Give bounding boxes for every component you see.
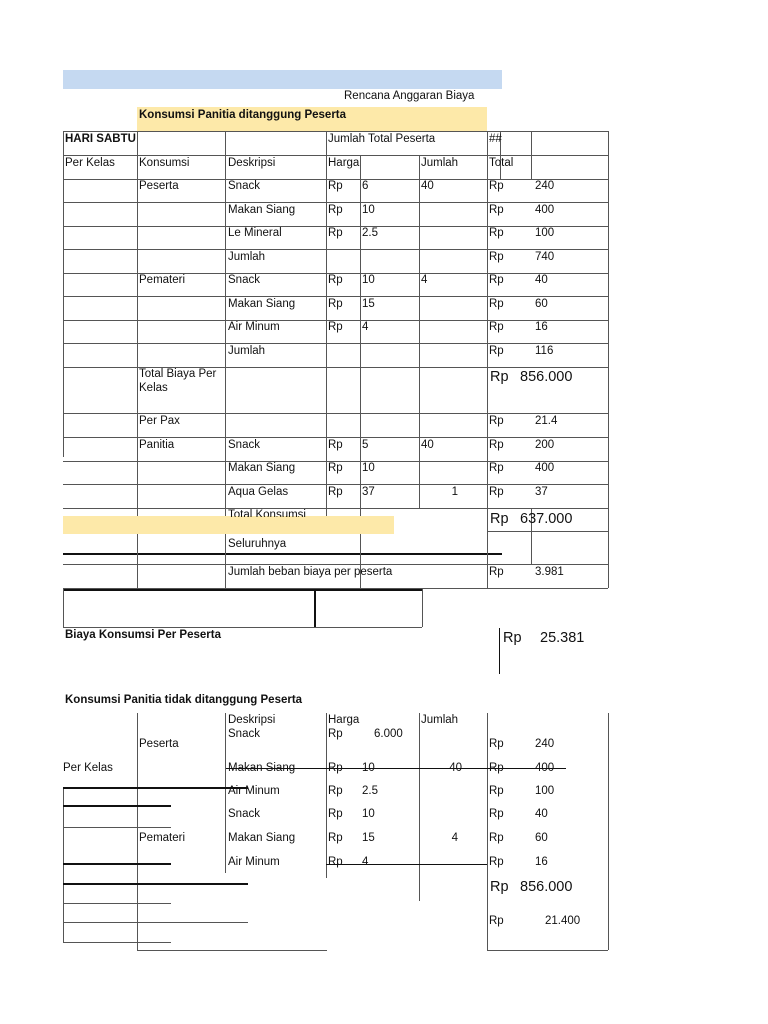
rp-cell: Rp [328, 808, 343, 820]
konsumsi-cell: Peserta [139, 180, 179, 192]
jumlah-cell: 40 [449, 762, 462, 774]
rp-cell: Rp [328, 180, 343, 192]
harga-cell: 6 [362, 180, 369, 192]
total-biaya-rp: Rp [490, 369, 509, 385]
rp-cell: Rp [328, 486, 343, 498]
harga-cell: 15 [362, 832, 375, 844]
deskripsi-cell: Makan Siang [228, 462, 296, 474]
jumlah-header: Jumlah [421, 157, 459, 169]
total-cell: 40 [535, 274, 548, 286]
total-konsumsi-label-line1: Total Konsumsi [228, 509, 306, 517]
total-cell: 400 [535, 762, 555, 774]
deskripsi-cell: Air Minum [228, 785, 280, 797]
rp-cell: Rp [489, 439, 504, 451]
rp-cell: Rp [489, 832, 504, 844]
rp-cell: Rp [328, 274, 343, 286]
rp-cell: Rp [489, 785, 504, 797]
deskripsi-cell: Snack [228, 274, 260, 286]
rp-cell: Rp [489, 321, 504, 333]
harga-cell: 2.5 [362, 227, 378, 239]
rp-cell: Rp [328, 204, 343, 216]
total-cell: 60 [535, 832, 548, 844]
jumlah-cell: 1 [451, 486, 458, 498]
deskripsi-cell: Makan Siang [228, 832, 296, 844]
total-konsumsi-value: 637.000 [520, 511, 573, 527]
jumlah-total-peserta-label: Jumlah Total Peserta [328, 133, 436, 145]
beban-value: 3.981 [535, 566, 564, 578]
jumlah-cell: 4 [451, 832, 458, 844]
rp-cell: Rp [328, 728, 343, 740]
deskripsi-cell: Air Minum [228, 856, 280, 868]
header-bar [63, 70, 502, 89]
rp-cell: Rp [489, 227, 504, 239]
jumlah-cell: 40 [421, 180, 434, 192]
deskripsi-cell: Snack [228, 808, 260, 820]
rp-cell: Rp [489, 180, 504, 192]
rp-cell: Rp [489, 462, 504, 474]
rp-cell: Rp [328, 227, 343, 239]
rp-cell: Rp [328, 321, 343, 333]
rp-cell: Rp [489, 762, 504, 774]
deskripsi-cell: Makan Siang [228, 204, 296, 216]
deskripsi-cell: Snack [228, 439, 260, 451]
rp-cell: Rp [489, 298, 504, 310]
per-pax-label: Per Pax [139, 415, 180, 427]
konsumsi-cell: Pemateri [139, 832, 186, 844]
deskripsi-cell: Jumlah [228, 345, 266, 357]
total-cell: 16 [535, 321, 548, 333]
rp-cell: Rp [489, 274, 504, 286]
deskripsi-cell: Snack [228, 728, 260, 740]
deskripsi-cell: Makan Siang [228, 762, 296, 774]
total-biaya-label-line1: Total Biaya Per [139, 368, 217, 380]
beban-rp: Rp [489, 566, 504, 578]
total-cell: 400 [535, 462, 555, 474]
per-kelas-header: Per Kelas [65, 157, 115, 169]
rp-cell: Rp [489, 808, 504, 820]
beban-label: Jumlah beban biaya per peserta [228, 566, 393, 578]
table2-jumlah-header: Jumlah [421, 714, 459, 726]
rp-cell: Rp [489, 486, 504, 498]
hash-cell: ## [489, 133, 502, 145]
table2-total-rp: Rp [490, 879, 509, 895]
section1-title: Konsumsi Panitia ditanggung Peserta [139, 109, 347, 121]
harga-header: Harga [328, 157, 360, 169]
konsumsi-cell: Peserta [139, 738, 179, 750]
total-cell: 100 [535, 227, 555, 239]
biaya-per-peserta-rp: Rp [503, 630, 522, 646]
sheet-title: Rencana Anggaran Biaya [344, 90, 475, 102]
rp-cell: Rp [489, 345, 504, 357]
hari-sabtu-label: HARI SABTU [65, 133, 136, 145]
table2-deskripsi-header: Deskripsi [228, 714, 276, 726]
total-cell: 16 [535, 856, 548, 868]
rp-cell: Rp [328, 832, 343, 844]
jumlah-cell: 40 [421, 439, 434, 451]
total-header: Total [489, 157, 514, 169]
table2-per-pax-rp: Rp [489, 915, 504, 927]
rp-cell: Rp [489, 856, 504, 868]
harga-cell: 2.5 [362, 785, 378, 797]
biaya-per-peserta-value: 25.381 [540, 630, 585, 646]
konsumsi-cell: Pemateri [139, 274, 186, 286]
rp-cell: Rp [328, 298, 343, 310]
harga-cell: 10 [362, 274, 375, 286]
total-cell: 200 [535, 439, 555, 451]
total-biaya-value: 856.000 [520, 369, 573, 385]
total-cell: 240 [535, 738, 555, 750]
total-cell: 100 [535, 785, 555, 797]
deskripsi-cell: Makan Siang [228, 298, 296, 310]
table2-harga-header: Harga [328, 714, 360, 726]
deskripsi-cell: Aqua Gelas [228, 486, 289, 498]
table2-per-pax-value: 21.400 [545, 915, 581, 927]
deskripsi-header: Deskripsi [228, 157, 276, 169]
total-cell: 60 [535, 298, 548, 310]
section2-title: Konsumsi Panitia tidak ditanggung Peserta [65, 694, 303, 706]
harga-cell: 10 [362, 762, 375, 774]
rp-cell: Rp [489, 738, 504, 750]
total-cell: 400 [535, 204, 555, 216]
harga-cell: 15 [362, 298, 375, 310]
rp-cell: Rp [489, 251, 504, 263]
total-konsumsi-highlight [63, 516, 394, 534]
total-biaya-label-line2: Kelas [139, 382, 168, 394]
harga-cell: 10 [362, 462, 375, 474]
per-pax-rp: Rp [489, 415, 504, 427]
table2-total-value: 856.000 [520, 879, 573, 895]
harga-cell: 10 [362, 808, 375, 820]
rp-cell: Rp [328, 439, 343, 451]
table2-per-kelas: Per Kelas [63, 762, 113, 774]
konsumsi-cell: Panitia [139, 439, 175, 451]
jumlah-cell: 4 [421, 274, 428, 286]
harga-cell: 6.000 [374, 728, 403, 740]
rp-cell: Rp [328, 762, 343, 774]
deskripsi-cell: Jumlah [228, 251, 266, 263]
total-cell: 740 [535, 251, 555, 263]
harga-cell: 5 [362, 439, 369, 451]
rp-cell: Rp [489, 204, 504, 216]
total-konsumsi-label-line2: Seluruhnya [228, 538, 287, 550]
deskripsi-cell: Le Mineral [228, 227, 282, 239]
per-pax-value: 21.4 [535, 415, 558, 427]
konsumsi-header: Konsumsi [139, 157, 190, 169]
total-cell: 37 [535, 486, 548, 498]
rp-cell: Rp [328, 785, 343, 797]
biaya-per-peserta-label: Biaya Konsumsi Per Peserta [65, 629, 221, 641]
total-cell: 240 [535, 180, 555, 192]
harga-cell: 4 [362, 856, 369, 868]
harga-cell: 4 [362, 321, 369, 333]
total-cell: 116 [535, 345, 554, 357]
deskripsi-cell: Snack [228, 180, 260, 192]
harga-cell: 37 [362, 486, 375, 498]
rp-cell: Rp [328, 462, 343, 474]
deskripsi-cell: Air Minum [228, 321, 280, 333]
harga-cell: 10 [362, 204, 375, 216]
rp-cell: Rp [328, 856, 343, 868]
total-cell: 40 [535, 808, 548, 820]
total-konsumsi-rp: Rp [490, 511, 509, 527]
